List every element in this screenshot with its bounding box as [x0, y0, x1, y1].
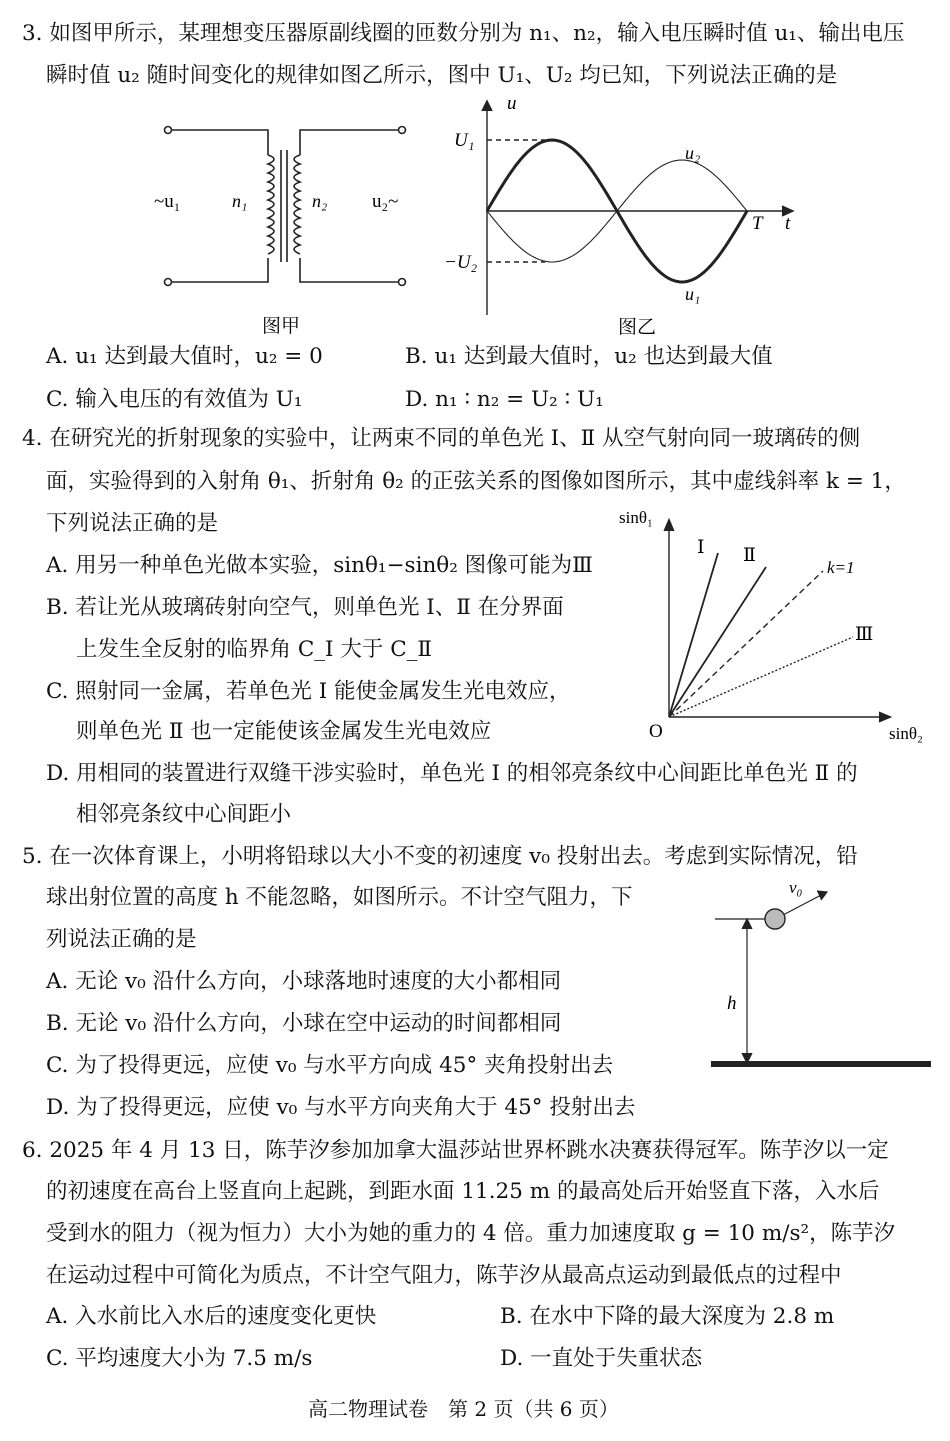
figure-a-caption: 图甲 [262, 316, 301, 335]
shot-put-figure [705, 875, 935, 1075]
q5-stem-line2: 球出射位置的高度 h 不能忽略，如图所示。不计空气阻力，下 [46, 885, 633, 910]
q4-option-d-line1: D. 用相同的装置进行双缝干涉实验时，单色光 Ⅰ 的相邻亮条纹中心间距比单色光 Ⅱ 的 [46, 761, 858, 786]
refraction-graph [615, 505, 945, 745]
q5-option-c: C. 为了投得更远，应使 v₀ 与水平方向成 45° 夹角投射出去 [46, 1053, 614, 1078]
q6-option-c: C. 平均速度大小为 7.5 m/s [46, 1346, 313, 1371]
u-axis-label: u [507, 95, 517, 114]
origin-label: O [649, 721, 663, 742]
q4-stem-line2: 面，实验得到的入射角 θ₁、折射角 θ₂ 的正弦关系的图像如图所示，其中虚线斜率 k = 1， [46, 469, 906, 494]
q3-stem-line1: 3. 如图甲所示，某理想变压器原副线圈的匝数分别为 n₁、n₂，输入电压瞬时值 u₁、输出电压 [22, 21, 905, 46]
n2-label: n₂ [312, 191, 328, 211]
q4-option-b-line2: 上发生全反射的临界角 C_Ⅰ 大于 C_Ⅱ [76, 637, 433, 662]
q5-option-d: D. 为了投得更远，应使 v₀ 与水平方向夹角大于 45° 投射出去 [46, 1095, 636, 1120]
q4-stem-line3: 下列说法正确的是 [46, 511, 219, 536]
q4-option-b-line1: B. 若让光从玻璃砖射向空气，则单色光 Ⅰ、Ⅱ 在分界面 [46, 595, 564, 620]
q4-stem-line1: 4. 在研究光的折射现象的实验中，让两束不同的单色光 Ⅰ、Ⅱ 从空气射向同一玻璃砖的侧 [22, 426, 861, 451]
q5-option-a: A. 无论 v₀ 沿什么方向，小球落地时速度的大小都相同 [46, 969, 562, 994]
page-footer: 高二物理试卷 第 2 页（共 6 页） [308, 1397, 619, 1421]
shot-ball [765, 909, 785, 929]
t-axis-label: t [785, 213, 791, 234]
q3-stem-line2: 瞬时值 u₂ 随时间变化的规律如图乙所示，图中 U₁、U₂ 均已知，下列说法正确的是 [46, 63, 838, 88]
U1-label: U₁ [454, 130, 475, 151]
q6-stem-line2: 的初速度在高台上竖直向上起跳，到距水面 11.25 m 的最高处后开始竖直下落，入水后 [46, 1179, 880, 1204]
q4-option-c-line1: C. 照射同一金属，若单色光 Ⅰ 能使金属发生光电效应， [46, 679, 571, 704]
ground-line [711, 1061, 931, 1067]
ut-graph [440, 95, 810, 340]
U2-label: −U₂ [444, 252, 478, 273]
T-label: T [752, 213, 763, 234]
u1-curve-label: u₁ [685, 284, 701, 304]
q6-option-a: A. 入水前比入水后的速度变化更快 [46, 1304, 377, 1329]
q4-option-c-line2: 则单色光 Ⅱ 也一定能使该金属发生光电效应 [76, 719, 492, 744]
q5-stem-line3: 列说法正确的是 [46, 927, 197, 952]
q3-option-b: B. u₁ 达到最大值时，u₂ 也达到最大值 [405, 344, 773, 369]
q3-option-a: A. u₁ 达到最大值时，u₂ = 0 [46, 344, 323, 369]
u2-label: u₂~ [372, 191, 399, 212]
u1-label: ~u₁ [154, 191, 181, 212]
line-III-label: Ⅲ [855, 624, 874, 645]
q4-option-d-line2: 相邻亮条纹中心间距小 [76, 802, 292, 827]
q5-option-b: B. 无论 v₀ 沿什么方向，小球在空中运动的时间都相同 [46, 1011, 562, 1036]
q6-option-d: D. 一直处于失重状态 [500, 1346, 703, 1371]
u2-curve-label: u₂ [685, 143, 701, 163]
v0-label: v₀ [789, 878, 803, 897]
n1-label: n₁ [232, 191, 248, 211]
q6-stem-line3: 受到水的阻力（视为恒力）大小为她的重力的 4 倍。重力加速度取 g = 10 m/s²，陈芋汐 [46, 1221, 896, 1246]
line-II-label: Ⅱ [743, 545, 756, 566]
q3-option-d: D. n₁ ∶ n₂ = U₂ ∶ U₁ [405, 387, 604, 412]
q6-option-b: B. 在水中下降的最大深度为 2.8 m [500, 1304, 835, 1329]
figure-b-caption: 图乙 [618, 317, 657, 338]
q6-stem-line4: 在运动过程中可简化为质点，不计空气阻力，陈芋汐从最高点运动到最低点的过程中 [46, 1263, 842, 1288]
transformer-figure [150, 110, 420, 335]
h-label: h [727, 993, 737, 1014]
k1-label: k=1 [827, 558, 855, 577]
sin-theta2-label: sinθ₂ [889, 724, 923, 743]
q5-stem-line1: 5. 在一次体育课上，小明将铅球以大小不变的初速度 v₀ 投射出去。考虑到实际情况，铅 [22, 844, 858, 869]
line-I-label: Ⅰ [697, 537, 705, 558]
q3-option-c: C. 输入电压的有效值为 U₁ [46, 387, 303, 412]
q4-option-a: A. 用另一种单色光做本实验，sinθ₁−sinθ₂ 图像可能为Ⅲ [46, 553, 593, 578]
sin-theta1-label: sinθ₁ [619, 508, 653, 527]
q6-stem-line1: 6. 2025 年 4 月 13 日，陈芋汐参加加拿大温莎站世界杯跳水决赛获得冠军。陈芋汐以一定 [22, 1138, 889, 1163]
